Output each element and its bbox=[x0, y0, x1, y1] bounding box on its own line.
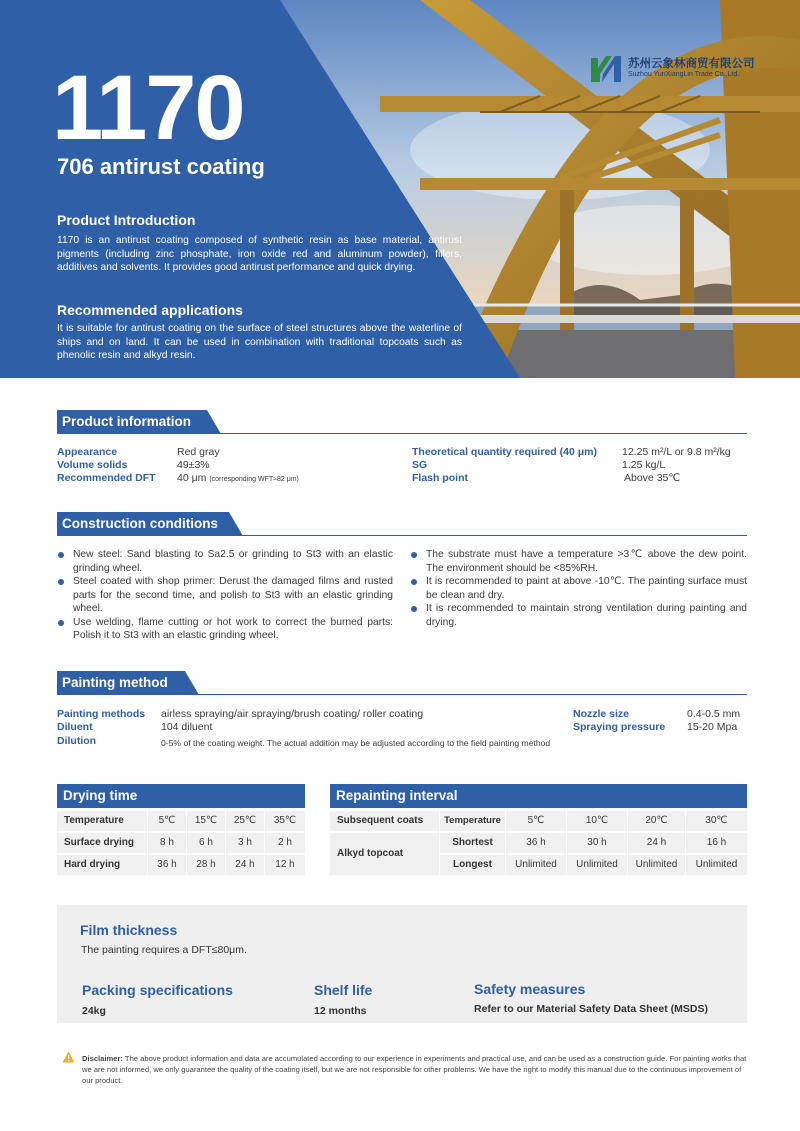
disclaimer-text: The above product information and data are accumulated according to our experience in experiments and practical use, and can be used as a construction guide. For painting works that we are not informed, we only guarantee the quality of the coating itself, but we are not responsible for other problems. We have the right to modify this manual due to the continuous improvement of our product. bbox=[82, 1054, 747, 1085]
theoretical-quantity-value: 12.25 m²/L or 9.8 m²/kg bbox=[622, 446, 731, 458]
list-item: It is recommended to maintain strong ventilation during painting and drying. bbox=[410, 602, 747, 629]
temp-25: 25℃ bbox=[226, 811, 264, 831]
construction-list-left bbox=[57, 548, 393, 643]
packing-value: 24kg bbox=[82, 1005, 106, 1017]
company-name-cn: 苏州云象林商贸有限公司 bbox=[628, 56, 755, 70]
table-cell: Unlimited bbox=[628, 855, 685, 875]
table-cell: 2 h bbox=[265, 833, 305, 853]
section-divider bbox=[57, 433, 747, 434]
table-cell: Unlimited bbox=[567, 855, 627, 875]
nozzle-size-value: 0.4-0.5 mm bbox=[687, 708, 741, 720]
product-info-header bbox=[57, 410, 747, 434]
applications-paragraph: It is suitable for antirust coating on the surface of steel structures above the waterline of ships and on land. It can be used in combination with traditional topcoats such as phenolic resin and alkyd resin. bbox=[57, 323, 462, 361]
specs-box bbox=[57, 905, 747, 1023]
disclaimer bbox=[82, 1053, 747, 1086]
spraying-pressure-label: Spraying pressure bbox=[573, 721, 666, 733]
table-cell: 3 h bbox=[226, 833, 264, 853]
table-cell: 36 h bbox=[506, 833, 566, 853]
table-cell: Unlimited bbox=[506, 855, 566, 875]
painting-methods-value: airless spraying/air spraying/brush coating/ roller coating bbox=[161, 708, 424, 720]
theoretical-quantity-label: Theoretical quantity required (40 μm) bbox=[412, 446, 597, 458]
table-cell: 6 h bbox=[187, 833, 225, 853]
sg-value: 1.25 kg/L bbox=[622, 459, 666, 471]
table-cell: 36 h bbox=[148, 855, 186, 875]
film-thickness-heading: Film thickness bbox=[80, 922, 178, 938]
diluent-label: Diluent bbox=[57, 721, 93, 733]
shelf-life-heading: Shelf life bbox=[314, 982, 373, 998]
temp-35: 35℃ bbox=[265, 811, 305, 831]
construction-header bbox=[57, 512, 747, 536]
flash-point-label: Flash point bbox=[412, 472, 468, 484]
drying-time-title: Drying time bbox=[57, 784, 305, 808]
repainting-interval-title: Repainting interval bbox=[330, 784, 747, 808]
disclaimer-label: Disclaimer: bbox=[82, 1054, 123, 1063]
sg-label: SG bbox=[412, 459, 428, 471]
film-thickness-text: The painting requires a DFT≤80μm. bbox=[81, 944, 247, 956]
diluent-value: 104 diluent bbox=[161, 721, 213, 733]
volume-solids-label: Volume solids bbox=[57, 459, 128, 471]
product-info-title: Product information bbox=[57, 410, 207, 434]
list-item: The substrate must have a temperature >3℃ above the dew point. The environment should be <85%RH. bbox=[410, 548, 747, 575]
painting-methods-label: Painting methods bbox=[57, 708, 146, 720]
volume-solids-value: 49±3% bbox=[177, 459, 210, 471]
company-logo-icon bbox=[588, 52, 624, 86]
table-cell: 12 h bbox=[265, 855, 305, 875]
list-item: New steel: Sand blasting to Sa2.5 or grinding to St3 with an elastic grinding wheel. bbox=[57, 548, 393, 575]
list-item: Use welding, flame cutting or hot work to correct the burned parts: Polish it to St3 with an elastic grinding wheel. bbox=[57, 616, 393, 643]
table-cell: 30 h bbox=[567, 833, 627, 853]
temperature-header: Temperature bbox=[57, 811, 147, 831]
spraying-pressure-value: 15-20 Mpa bbox=[687, 721, 738, 733]
intro-paragraph: 1170 is an antirust coating composed of synthetic resin as base material, antirust pigments (including zinc phosphate, iron oxide red and aluminum powder), fillers, additives and solvents. It provides good antirust performance and quick drying. bbox=[57, 235, 462, 273]
surface-drying-label: Surface drying bbox=[57, 833, 147, 853]
temp-30: 30℃ bbox=[686, 811, 747, 831]
safety-heading: Safety measures bbox=[474, 981, 586, 997]
temperature-header: Temperature bbox=[440, 811, 505, 831]
section-divider bbox=[57, 694, 747, 695]
painting-title: Painting method bbox=[57, 671, 185, 695]
subsequent-coats-header: Subsequent coats bbox=[330, 811, 439, 831]
applications-heading: Recommended applications bbox=[57, 302, 243, 318]
temp-15: 15℃ bbox=[187, 811, 225, 831]
table-cell: 24 h bbox=[628, 833, 685, 853]
temp-10: 10℃ bbox=[567, 811, 627, 831]
nozzle-size-label: Nozzle size bbox=[573, 708, 630, 720]
temp-5: 5℃ bbox=[506, 811, 566, 831]
flash-point-value: Above 35℃ bbox=[624, 472, 681, 484]
company-name-en: Suzhou YunXiangLin Trade Co.,Ltd. bbox=[628, 71, 740, 78]
alkyd-topcoat-label: Alkyd topcoat bbox=[330, 833, 439, 875]
tab-slant bbox=[229, 512, 243, 536]
temp-20: 20℃ bbox=[628, 811, 685, 831]
packing-heading: Packing specifications bbox=[82, 982, 233, 998]
tab-slant bbox=[185, 671, 199, 695]
recommended-dft-value: 40 μm (corresponding WFT≈82 μm) bbox=[177, 472, 299, 484]
painting-header bbox=[57, 671, 747, 695]
intro-heading: Product Introduction bbox=[57, 212, 196, 228]
company-logo bbox=[588, 52, 758, 86]
table-cell: 8 h bbox=[148, 833, 186, 853]
shelf-life-value: 12 months bbox=[314, 1005, 367, 1017]
product-subtitle: 706 antirust coating bbox=[57, 154, 265, 179]
list-item: It is recommended to paint at above -10℃. The painting surface must be clean and dry. bbox=[410, 575, 747, 602]
table-cell: 16 h bbox=[686, 833, 747, 853]
appearance-label: Appearance bbox=[57, 446, 118, 458]
section-divider bbox=[57, 535, 747, 536]
construction-list-right bbox=[410, 548, 747, 629]
product-number: 1170 bbox=[52, 57, 244, 159]
temp-5: 5℃ bbox=[148, 811, 186, 831]
dilution-value: 0-5% of the coating weight. The actual addition may be adjusted according to the field painting method bbox=[161, 738, 551, 748]
warning-icon bbox=[62, 1051, 75, 1063]
safety-value: Refer to our Material Safety Data Sheet (MSDS) bbox=[474, 1003, 708, 1015]
table-cell: 24 h bbox=[226, 855, 264, 875]
table-cell: 28 h bbox=[187, 855, 225, 875]
table-cell: Unlimited bbox=[686, 855, 747, 875]
longest-label: Longest bbox=[440, 855, 505, 875]
list-item: Steel coated with shop primer: Derust the damaged films and rusted parts for the second time, and polish to St3 with an elastic grinding wheel. bbox=[57, 575, 393, 616]
construction-title: Construction conditions bbox=[57, 512, 229, 536]
dilution-label: Dilution bbox=[57, 735, 97, 747]
appearance-value: Red gray bbox=[177, 446, 220, 458]
shortest-label: Shortest bbox=[440, 833, 505, 853]
hard-drying-label: Hard drying bbox=[57, 855, 147, 875]
tab-slant bbox=[207, 410, 221, 434]
recommended-dft-label: Recommended DFT bbox=[57, 472, 156, 484]
hero-banner bbox=[0, 0, 800, 378]
